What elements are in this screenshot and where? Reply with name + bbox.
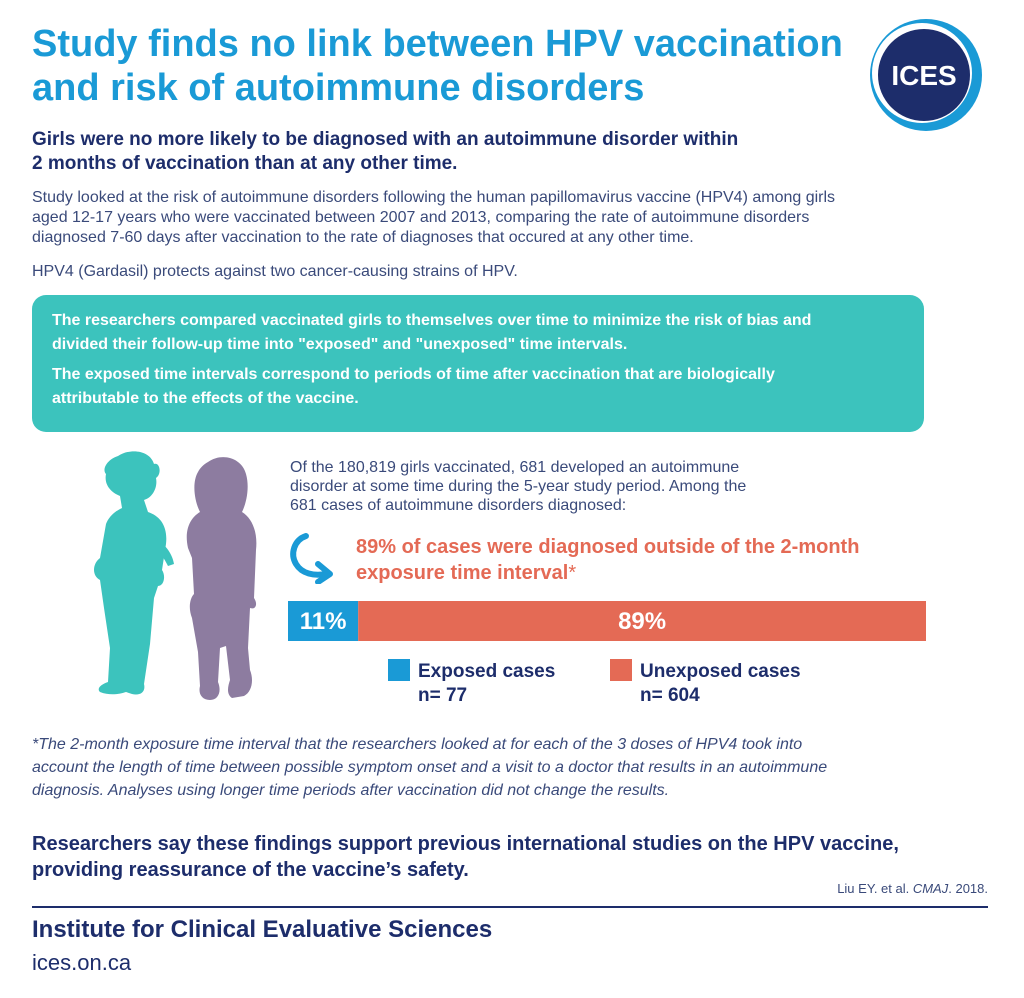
citation-journal: CMAJ	[912, 881, 949, 896]
key-finding-line-2-text: exposure time interval	[356, 562, 569, 584]
conclusion-line-2: providing reassurance of the vaccine’s safety.	[32, 859, 469, 881]
subtitle-line-1: Girls were no more likely to be diagnosed with an autoimmune disorder within	[32, 129, 739, 150]
footnote-line-1: *The 2-month exposure time interval that the researchers looked at for each of the 3 doses of HPV4 took into	[32, 736, 803, 753]
description-line-1: Study looked at the risk of autoimmune disorders following the human papillomavirus vaccine (HPV4) among girls	[32, 189, 836, 206]
citation-authors: Liu EY. et al.	[837, 881, 913, 896]
title-line-2: and risk of autoimmune disorders	[32, 67, 645, 109]
method-p2-line-2: attributable to the effects of the vaccine.	[52, 390, 359, 407]
page-title	[32, 22, 862, 110]
cases-intro	[290, 458, 850, 515]
study-description	[32, 188, 992, 248]
method-p2-line-1: The exposed time intervals correspond to periods of time after vaccination that are biologically	[52, 366, 775, 383]
key-finding-line-2	[356, 560, 926, 586]
footer-divider	[32, 906, 988, 908]
footnote	[32, 733, 992, 802]
method-box	[32, 295, 924, 432]
footnote-asterisk: *	[568, 562, 577, 584]
unexposed-cases-bar-label: 89%	[618, 608, 667, 635]
key-finding	[356, 534, 926, 586]
cases-stacked-bar-chart	[288, 601, 926, 721]
unexposed-cases-count-label: n= 604	[640, 685, 700, 706]
description-line-2: aged 12-17 years who were vaccinated between 2007 and 2013, comparing the rate of autoimmune disorders	[32, 209, 810, 226]
method-p1-line-1: The researchers compared vaccinated girls to themselves over time to minimize the risk of bias and	[52, 312, 812, 329]
logo-text: ICES	[891, 60, 957, 91]
footnote-line-2: account the length of time between possible symptom onset and a visit to a doctor that results in an autoimmune	[32, 759, 828, 776]
intro-line-3: 681 cases of autoimmune disorders diagnosed:	[290, 497, 627, 514]
exposed-cases-legend-label: Exposed cases	[418, 661, 556, 682]
gardasil-note: HPV4 (Gardasil) protects against two cancer-causing strains of HPV.	[32, 263, 518, 280]
description-line-3: diagnosed 7-60 days after vaccination to the rate of diagnoses that occured at any other time.	[32, 229, 694, 246]
intro-line-1: Of the 180,819 girls vaccinated, 681 developed an autoimmune	[290, 459, 740, 476]
key-finding-line-1: 89% of cases were diagnosed outside of the 2-month	[356, 536, 860, 558]
website-link[interactable]: ices.on.ca	[32, 950, 132, 975]
footnote-line-3: diagnosis. Analyses using longer time periods after vaccination did not change the results.	[32, 782, 670, 799]
method-paragraph-1	[52, 309, 904, 357]
subtitle-line-2: 2 months of vaccination than at any other time.	[32, 153, 458, 174]
exposed-cases-bar-label: 11%	[299, 608, 347, 635]
title-line-1: Study finds no link between HPV vaccination	[32, 23, 843, 65]
purple-girl-silhouette	[187, 457, 257, 700]
girls-silhouette-illustration	[80, 448, 270, 718]
organization-name: Institute for Clinical Evaluative Sciences	[32, 916, 493, 943]
subtitle	[32, 128, 852, 176]
conclusion-line-1: Researchers say these findings support previous international studies on the HPV vaccine,	[32, 833, 899, 855]
intro-line-2: disorder at some time during the 5-year study period. Among the	[290, 478, 747, 495]
citation	[837, 881, 988, 896]
curved-arrow-icon	[288, 532, 338, 584]
unexposed-cases-legend-swatch	[610, 659, 632, 681]
unexposed-cases-legend-label: Unexposed cases	[640, 661, 801, 682]
teal-girl-silhouette	[94, 451, 174, 694]
method-paragraph-2	[52, 363, 904, 411]
method-p1-line-2: divided their follow-up time into "exposed" and "unexposed" time intervals.	[52, 336, 628, 353]
conclusion	[32, 831, 992, 883]
exposed-cases-count-label: n= 77	[418, 685, 468, 706]
exposed-cases-legend-swatch	[388, 659, 410, 681]
ices-logo	[866, 15, 986, 135]
citation-year: . 2018.	[948, 881, 988, 896]
